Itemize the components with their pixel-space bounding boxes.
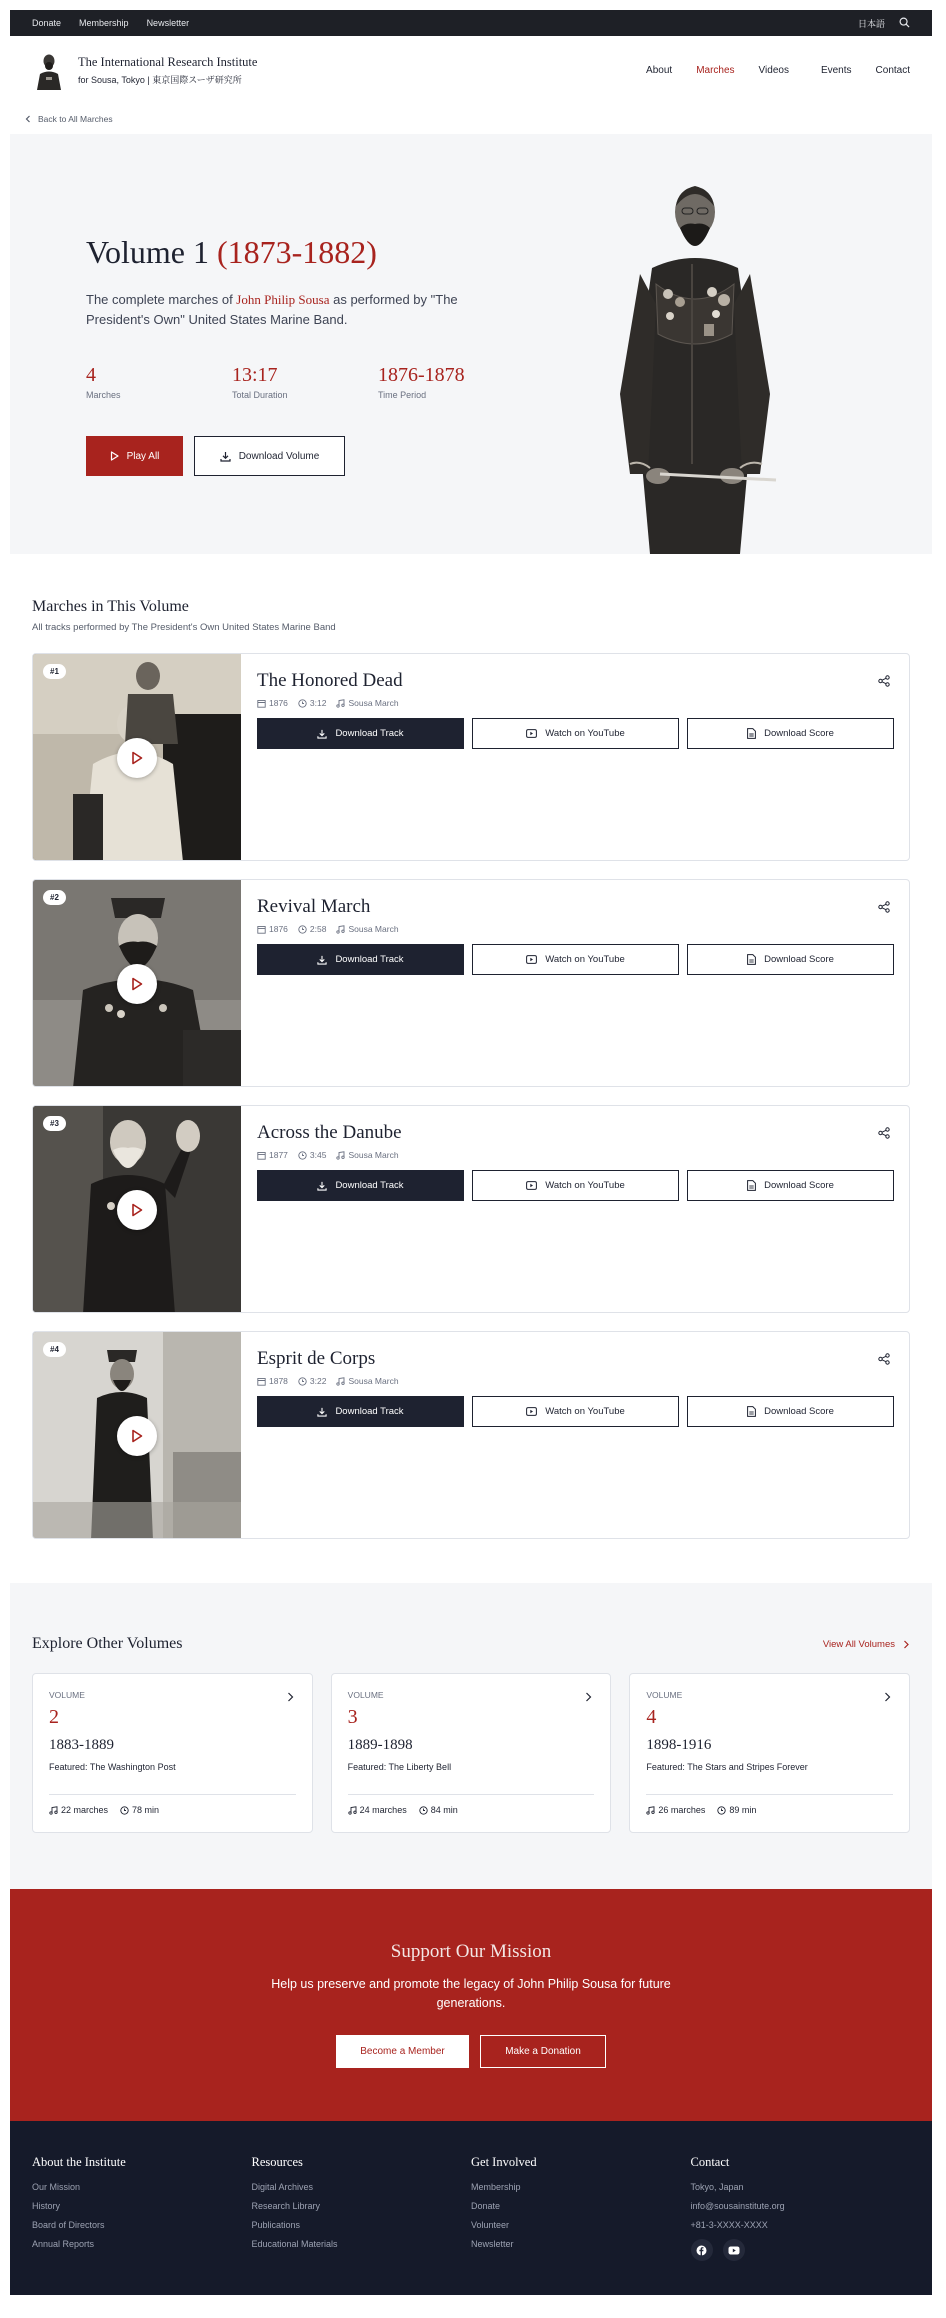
- track-meta: [257, 1150, 894, 1160]
- main-nav: [646, 65, 910, 76]
- music-note-icon: [348, 1806, 357, 1815]
- track-duration: [298, 1150, 327, 1160]
- minutes-value: 84 min: [430, 1805, 458, 1815]
- minutes-value: 78 min: [132, 1805, 160, 1815]
- footer-heading: About the Institute: [32, 2155, 126, 2169]
- download-track-button[interactable]: [257, 718, 464, 749]
- track-genre-value: Sousa March: [348, 1376, 399, 1386]
- download-icon: [220, 451, 231, 462]
- volume-stats: [348, 1794, 595, 1815]
- calendar-icon: [257, 1377, 266, 1386]
- watch-youtube-button[interactable]: [472, 944, 679, 975]
- volume-number: 2: [49, 1706, 59, 1728]
- footer-link[interactable]: Our Mission: [32, 2182, 81, 2192]
- marches-heading: Marches in This Volume: [32, 598, 189, 615]
- stat-duration: [232, 364, 378, 400]
- footer-link[interactable]: Board of Directors: [32, 2220, 105, 2230]
- volume-march-count: [646, 1805, 705, 1815]
- track-title: Revival March: [257, 896, 371, 917]
- track-card: [32, 653, 910, 861]
- march-count-value: 22 marches: [61, 1805, 109, 1815]
- track-number-badge: #3: [43, 1116, 66, 1131]
- volume-years: 1883-1889: [49, 1737, 114, 1753]
- play-all-label: Play All: [126, 450, 160, 462]
- download-volume-button[interactable]: [194, 436, 345, 476]
- play-icon: [110, 451, 119, 461]
- hero-actions: [86, 436, 345, 476]
- become-member-button[interactable]: Become a Member: [336, 2035, 469, 2068]
- clock-icon: [298, 925, 307, 934]
- volume-featured: Featured: The Washington Post: [49, 1762, 176, 1772]
- clock-icon: [717, 1806, 726, 1815]
- utility-link-donate[interactable]: Donate: [32, 18, 62, 28]
- other-volumes-section: [10, 1583, 932, 1889]
- marches-section: [10, 554, 932, 1539]
- track-meta: [257, 924, 894, 934]
- track-play-button[interactable]: [117, 738, 157, 778]
- utility-links: [32, 18, 189, 28]
- track-genre-value: Sousa March: [348, 698, 399, 708]
- track-title: Esprit de Corps: [257, 1348, 376, 1369]
- download-score-button[interactable]: [687, 1170, 894, 1201]
- contact-location: Tokyo, Japan: [690, 2182, 744, 2192]
- download-track-label: Download Track: [335, 954, 404, 965]
- contact-phone: +81-3-XXXX-XXXX: [690, 2220, 768, 2230]
- video-icon: [526, 1181, 537, 1190]
- watch-youtube-button[interactable]: [472, 1170, 679, 1201]
- track-year-value: 1876: [269, 924, 288, 934]
- clock-icon: [298, 1377, 307, 1386]
- track-title: Across the Danube: [257, 1122, 402, 1143]
- frame: [10, 10, 932, 2295]
- music-note-icon: [49, 1806, 58, 1815]
- download-score-label: Download Score: [764, 728, 834, 739]
- track-duration-value: 3:45: [309, 1150, 327, 1160]
- watch-youtube-button[interactable]: [472, 1396, 679, 1427]
- volume-march-count: [49, 1805, 108, 1815]
- youtube-icon[interactable]: [723, 2239, 745, 2261]
- track-year-value: 1878: [269, 1376, 288, 1386]
- support-text: Help us preserve and promote the legacy of John Philip Sousa for future generations.: [271, 1977, 671, 2010]
- chevron-right-icon: [287, 1692, 294, 1702]
- clock-icon: [120, 1806, 129, 1815]
- download-score-button[interactable]: [687, 718, 894, 749]
- track-genre-value: Sousa March: [348, 1150, 399, 1160]
- chevron-left-icon: [24, 115, 32, 123]
- track-title: The Honored Dead: [257, 670, 403, 691]
- track-year-value: 1877: [269, 1150, 288, 1160]
- track-thumbnail[interactable]: [33, 1332, 241, 1539]
- support-actions: [10, 2035, 932, 2068]
- calendar-icon: [257, 1151, 266, 1160]
- volume-card[interactable]: [629, 1673, 910, 1833]
- download-icon: [317, 955, 327, 965]
- footer-link[interactable]: Research Library: [251, 2201, 321, 2211]
- nav-videos[interactable]: Videos: [758, 64, 789, 76]
- document-icon: [747, 1406, 756, 1417]
- track-thumbnail[interactable]: [33, 880, 241, 1087]
- contact-email[interactable]: info@sousainstitute.org: [690, 2201, 785, 2211]
- download-score-button[interactable]: [687, 1396, 894, 1427]
- track-duration-value: 3:12: [309, 698, 327, 708]
- track-thumbnail[interactable]: [33, 654, 241, 861]
- video-icon: [526, 1407, 537, 1416]
- volume-number: 3: [347, 1706, 358, 1728]
- volume-minutes: [120, 1805, 159, 1815]
- track-meta: [257, 1376, 894, 1386]
- play-all-button[interactable]: [86, 436, 183, 476]
- music-note-icon: [336, 925, 345, 934]
- footer-col-about: [32, 2155, 252, 2295]
- track-year-value: 1876: [269, 698, 288, 708]
- nav-events[interactable]: Events: [820, 64, 852, 76]
- volume-stats: [49, 1794, 296, 1815]
- track-genre: [336, 1150, 398, 1160]
- calendar-icon: [257, 925, 266, 934]
- track-genre: [336, 1376, 398, 1386]
- track-duration: [298, 698, 327, 708]
- volume-hero: [10, 134, 932, 554]
- track-number-badge: #2: [43, 890, 66, 905]
- music-note-icon: [336, 1151, 345, 1160]
- march-count-value: 24 marches: [359, 1805, 407, 1815]
- utility-bar: [10, 10, 932, 36]
- download-icon: [317, 729, 327, 739]
- volume-featured: Featured: The Liberty Bell: [347, 1762, 452, 1772]
- site-header: [10, 36, 932, 104]
- support-mission-banner: [10, 1889, 932, 2121]
- volume-cards: [32, 1673, 910, 1833]
- track-thumbnail[interactable]: [33, 1106, 241, 1313]
- calendar-icon: [257, 699, 266, 708]
- composer-name: John Philip Sousa: [236, 292, 330, 307]
- document-icon: [747, 954, 756, 965]
- utility-link-membership[interactable]: Membership: [79, 18, 129, 28]
- march-count-value: 26 marches: [658, 1805, 706, 1815]
- track-year: [257, 924, 288, 934]
- download-score-label: Download Score: [764, 1406, 834, 1417]
- footer-link[interactable]: Donate: [471, 2201, 501, 2211]
- watch-youtube-label: Watch on YouTube: [545, 1406, 625, 1417]
- footer-heading: Resources: [251, 2155, 303, 2169]
- footer-link[interactable]: Digital Archives: [251, 2182, 314, 2192]
- video-icon: [526, 955, 537, 964]
- download-volume-label: Download Volume: [238, 450, 320, 462]
- footer-link[interactable]: History: [32, 2201, 61, 2211]
- share-icon[interactable]: [878, 900, 890, 918]
- track-list: [32, 653, 910, 1539]
- brand[interactable]: [32, 50, 257, 90]
- view-all-label: View All Volumes: [822, 1638, 895, 1650]
- track-duration: [298, 1376, 327, 1386]
- video-icon: [526, 729, 537, 738]
- watch-youtube-label: Watch on YouTube: [545, 1180, 625, 1191]
- footer-heading: Get Involved: [471, 2155, 537, 2169]
- institute-subtitle: for Sousa, Tokyo | 東京国際スーザ研究所: [78, 74, 242, 85]
- footer-col-resources: [252, 2155, 472, 2295]
- stat-label: Marches: [86, 390, 121, 400]
- volume-number: 4: [646, 1706, 657, 1728]
- track-play-button[interactable]: [117, 964, 157, 1004]
- site-footer: [10, 2121, 932, 2295]
- footer-link[interactable]: Volunteer: [471, 2220, 510, 2230]
- footer-link[interactable]: Newsletter: [471, 2239, 514, 2249]
- track-info: [241, 654, 910, 860]
- track-card: [32, 1105, 910, 1313]
- share-icon[interactable]: [878, 674, 890, 692]
- track-duration-value: 3:22: [309, 1376, 327, 1386]
- language-switch[interactable]: 日本語: [857, 18, 885, 29]
- volume-stats: [646, 1794, 893, 1815]
- brand-text: [78, 55, 257, 86]
- download-track-label: Download Track: [335, 728, 404, 739]
- sousa-portrait-image: [600, 164, 790, 554]
- download-icon: [317, 1181, 327, 1191]
- track-info: [241, 1106, 910, 1312]
- volume-label: VOLUME: [347, 1690, 384, 1700]
- marches-subheading: All tracks performed by The President's Own United States Marine Band: [32, 622, 336, 633]
- share-icon[interactable]: [878, 1126, 890, 1144]
- stat-value: 1876-1878: [378, 364, 465, 386]
- chevron-right-icon: [903, 1640, 910, 1649]
- track-card: [32, 879, 910, 1087]
- back-link[interactable]: [10, 104, 932, 134]
- track-year: [257, 1376, 288, 1386]
- track-play-button[interactable]: [117, 1190, 157, 1230]
- minutes-value: 89 min: [729, 1805, 757, 1815]
- footer-heading: Contact: [690, 2155, 730, 2169]
- footer-link[interactable]: Educational Materials: [251, 2239, 338, 2249]
- download-icon: [317, 1407, 327, 1417]
- volume-card[interactable]: [331, 1673, 612, 1833]
- track-year: [257, 1150, 288, 1160]
- document-icon: [747, 1180, 756, 1191]
- other-volumes-header: [32, 1635, 910, 1653]
- track-info: [241, 880, 910, 1086]
- utility-link-newsletter[interactable]: Newsletter: [146, 18, 190, 28]
- social-links: [691, 2239, 911, 2261]
- footer-link[interactable]: Publications: [251, 2220, 301, 2230]
- stat-value: 4: [86, 364, 96, 386]
- footer-link[interactable]: Annual Reports: [32, 2239, 95, 2249]
- download-score-button[interactable]: [687, 944, 894, 975]
- watch-youtube-label: Watch on YouTube: [545, 954, 625, 965]
- support-heading: Support Our Mission: [390, 1941, 552, 1962]
- play-icon: [131, 1429, 143, 1443]
- track-actions: [257, 718, 894, 749]
- track-actions: [257, 1396, 894, 1427]
- volume-label: VOLUME: [49, 1690, 85, 1700]
- volume-title: [86, 234, 377, 271]
- track-genre: [336, 924, 398, 934]
- footer-col-contact: [691, 2155, 911, 2295]
- other-volumes-heading: Explore Other Volumes: [32, 1635, 183, 1652]
- utility-right: [858, 17, 910, 30]
- track-number-badge: #4: [43, 1342, 66, 1357]
- play-icon: [131, 977, 143, 991]
- track-actions: [257, 1170, 894, 1201]
- stat-period: [378, 364, 524, 400]
- footer-link[interactable]: Membership: [471, 2182, 521, 2192]
- track-meta: [257, 698, 894, 708]
- volume-name: Volume 1: [86, 234, 209, 270]
- track-year: [257, 698, 288, 708]
- download-track-label: Download Track: [335, 1180, 404, 1191]
- track-genre: [336, 698, 398, 708]
- volume-minutes: [717, 1805, 756, 1815]
- volume-years: 1889-1898: [347, 1737, 413, 1753]
- track-genre-value: Sousa March: [348, 924, 399, 934]
- play-icon: [131, 751, 143, 765]
- download-track-button[interactable]: [257, 1396, 464, 1427]
- track-duration: [298, 924, 327, 934]
- download-track-label: Download Track: [335, 1406, 404, 1417]
- track-info: [241, 1332, 910, 1538]
- nav-contact[interactable]: Contact: [875, 64, 910, 76]
- clock-icon: [298, 1151, 307, 1160]
- share-icon[interactable]: [878, 1352, 890, 1370]
- view-all-volumes-link[interactable]: [823, 1639, 910, 1650]
- track-actions: [257, 944, 894, 975]
- back-link-label: Back to All Marches: [38, 114, 113, 124]
- music-note-icon: [336, 699, 345, 708]
- stat-marches: [86, 364, 232, 400]
- volume-years: 1898-1916: [646, 1737, 712, 1753]
- download-track-button[interactable]: [257, 944, 464, 975]
- volume-minutes: [419, 1805, 458, 1815]
- facebook-icon[interactable]: [691, 2239, 713, 2261]
- make-donation-button[interactable]: Make a Donation: [480, 2035, 606, 2068]
- download-track-button[interactable]: [257, 1170, 464, 1201]
- download-score-label: Download Score: [764, 1180, 834, 1191]
- clock-icon: [419, 1806, 428, 1815]
- stat-value: 13:17: [232, 364, 278, 386]
- track-number-badge: #1: [43, 664, 66, 679]
- watch-youtube-label: Watch on YouTube: [545, 728, 625, 739]
- stat-label: Time Period: [378, 390, 427, 400]
- search-icon[interactable]: [899, 17, 910, 30]
- track-play-button[interactable]: [117, 1416, 157, 1456]
- chevron-right-icon: [585, 1692, 592, 1702]
- chevron-right-icon: [884, 1692, 891, 1702]
- track-duration-value: 2:58: [309, 924, 327, 934]
- logo-portrait: [32, 50, 66, 90]
- volume-label: VOLUME: [646, 1690, 683, 1700]
- clock-icon: [298, 699, 307, 708]
- desc-part-2: as performed by "The President's Own" United States Marine Band.: [86, 292, 458, 327]
- institute-name: The International Research Institute: [78, 54, 258, 69]
- download-score-label: Download Score: [764, 954, 834, 965]
- volume-featured: Featured: The Stars and Stripes Forever: [646, 1762, 808, 1772]
- footer-col-get-involved: [471, 2155, 691, 2295]
- volume-march-count: [348, 1805, 407, 1815]
- volume-years: (1873-1882): [216, 234, 377, 270]
- volume-stats: [86, 364, 524, 400]
- nav-marches[interactable]: Marches: [696, 64, 735, 76]
- stat-label: Total Duration: [232, 390, 288, 400]
- track-card: [32, 1331, 910, 1539]
- nav-about[interactable]: About: [646, 64, 673, 76]
- volume-description: [86, 290, 466, 330]
- watch-youtube-button[interactable]: [472, 718, 679, 749]
- play-icon: [131, 1203, 143, 1217]
- volume-card[interactable]: [32, 1673, 313, 1833]
- music-note-icon: [336, 1377, 345, 1386]
- music-note-icon: [646, 1806, 655, 1815]
- desc-part-1: The complete marches of: [86, 292, 237, 307]
- document-icon: [747, 728, 756, 739]
